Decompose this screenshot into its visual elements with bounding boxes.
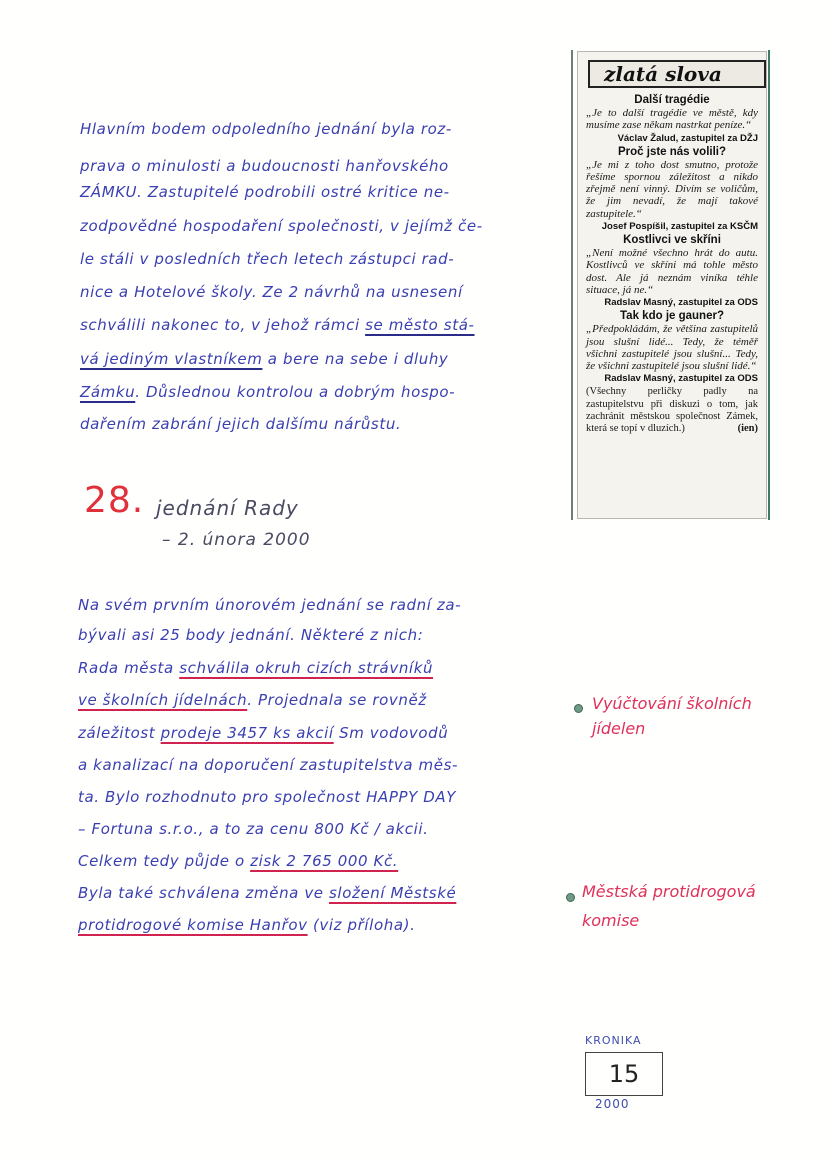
clipping-border <box>571 50 573 520</box>
text-line: Hlavním bodem odpoledního jednání byla roz- <box>80 120 452 138</box>
chronicle-year: 2000 <box>595 1097 630 1111</box>
clipping-attribution: Josef Pospíšil, zastupitel za KSČM <box>601 221 758 233</box>
text-segment: Rada města <box>78 659 180 677</box>
side-note-line: Městská protidrogová <box>582 882 756 901</box>
text-segment: Sm vodovodů <box>333 724 449 742</box>
text-line <box>80 316 475 334</box>
text-line: nice a Hotelové školy. Ze 2 návrhů na usnesení <box>80 283 463 301</box>
underlined-phrase: složení Městské <box>329 884 457 902</box>
paragraph-zamek <box>80 120 560 440</box>
underlined-phrase: se město stá- <box>365 316 475 334</box>
clipping-masthead: zlatá slova <box>588 60 766 88</box>
text-line: bývali asi 25 body jednání. Některé z nich: <box>78 626 424 644</box>
text-segment: schválili nakonec to, v jehož rámci <box>80 316 366 334</box>
clipping-quote: „Předpokládám, že většina zastupitelů jsou slušní lidé... Tedy, že téměř všichni zastupitelé jsou slušní... Tedy, že všichni zastupitelé jsou slušní lidé.“ <box>586 323 758 373</box>
side-note-line: komise <box>582 911 640 930</box>
newspaper-clipping <box>578 52 766 518</box>
text-line <box>78 884 456 902</box>
text-line: a kanalizací na doporučení zastupitelstva měs- <box>78 756 459 774</box>
text-line: ta. Bylo rozhodnuto pro společnost HAPPY DAY <box>78 788 457 806</box>
session-date: – 2. února 2000 <box>162 530 311 550</box>
underlined-phrase: zisk 2 765 000 Kč. <box>250 852 399 870</box>
session-title: jednání Rady <box>156 496 299 520</box>
clipping-quote: „Není možné všechno hrát do autu. Kostlivců ve skříni má tohle město dost. Ale já neznám viníka téhle situace, já ne.“ <box>586 247 758 296</box>
paragraph-rada <box>78 596 568 946</box>
text-segment: (viz příloha). <box>307 916 416 934</box>
note-bullet-icon <box>566 893 575 902</box>
session-number: 28. <box>84 480 145 521</box>
underlined-phrase: vá jediným vlastníkem <box>80 350 263 368</box>
clipping-headline: Proč jste nás volili? <box>617 145 726 158</box>
text-segment: . Projednala se rovněž <box>247 691 427 709</box>
underlined-phrase: schválila okruh cizích strávníků <box>179 659 434 677</box>
text-line: Na svém prvním únorovém jednání se radní za- <box>78 596 462 614</box>
clipping-closing <box>586 386 758 435</box>
note-bullet-icon <box>574 704 583 713</box>
underlined-phrase: ve školních jídelnách <box>78 691 248 709</box>
clipping-headline: Kostlivci ve skříni <box>623 234 721 247</box>
underlined-phrase: Zámku <box>80 383 136 401</box>
text-line <box>78 916 415 934</box>
side-note-jidelny <box>592 694 752 738</box>
text-segment: Celkem tedy půjde o <box>78 852 251 870</box>
clipping-quote: „Je to další tragédie ve městě, kdy musíme zase někam nastrkat peníze.“ <box>586 107 758 132</box>
clipping-attribution: Václav Žalud, zastupitel za DŽJ <box>617 132 758 144</box>
clipping-closing-text: (Všechny perličky padly na zastupitelstvu při diskuzi o tom, jak zachránit městskou společnost Zámek, která se topí v dluzích.) <box>586 386 758 435</box>
clipping-author: (ien) <box>737 423 758 435</box>
text-line <box>78 659 433 677</box>
underlined-phrase: prodeje 3457 ks akcií <box>160 724 334 742</box>
text-line: dařením zabrání jejich dalšímu nárůstu. <box>80 415 402 433</box>
text-line <box>78 724 448 742</box>
side-note-komise <box>582 882 756 930</box>
text-line: le stáli v posledních třech letech zástupci rad- <box>80 250 455 268</box>
text-line <box>80 350 448 368</box>
text-line: zodpovědné hospodaření společnosti, v jejímž če- <box>80 217 483 235</box>
clipping-headline: Tak kdo je gauner? <box>620 310 724 323</box>
text-segment: Byla také schválena změna ve <box>78 884 330 902</box>
clipping-border <box>768 50 770 520</box>
text-line: prava o minulosti a budoucnosti hanřovského <box>80 157 449 175</box>
clipping-body <box>586 92 758 436</box>
text-line: ZÁMKU. Zastupitelé podrobili ostré kritice ne- <box>80 183 450 201</box>
clipping-attribution: Radslav Masný, zastupitel za ODS <box>604 297 758 309</box>
clipping-headline: Další tragédie <box>634 94 710 106</box>
text-line <box>80 383 455 401</box>
page-number: 15 <box>585 1052 663 1096</box>
text-segment: a bere na sebe i dluhy <box>262 350 449 368</box>
side-note-line: Vyúčtování školních <box>592 694 752 713</box>
text-segment: . Důslednou kontrolou a dobrým hospo- <box>135 383 456 401</box>
text-segment: záležitost <box>78 724 161 742</box>
text-line <box>78 852 398 870</box>
clipping-attribution: Radslav Masný, zastupitel za ODS <box>604 373 758 385</box>
chronicle-label: KRONIKA <box>585 1034 642 1047</box>
clipping-quote: „Je mi z toho dost smutno, protože řešíme spornou záležitost a nikdo zřejmě není vinný. Divím se voličům, že jim nevadí, že mají takové zastupitele.“ <box>586 158 758 220</box>
side-note-line: jídelen <box>592 719 646 738</box>
underlined-phrase: protidrogové komise Hanřov <box>78 916 308 934</box>
text-line: – Fortuna s.r.o., a to za cenu 800 Kč / akcii. <box>78 820 429 838</box>
text-line <box>78 691 427 709</box>
